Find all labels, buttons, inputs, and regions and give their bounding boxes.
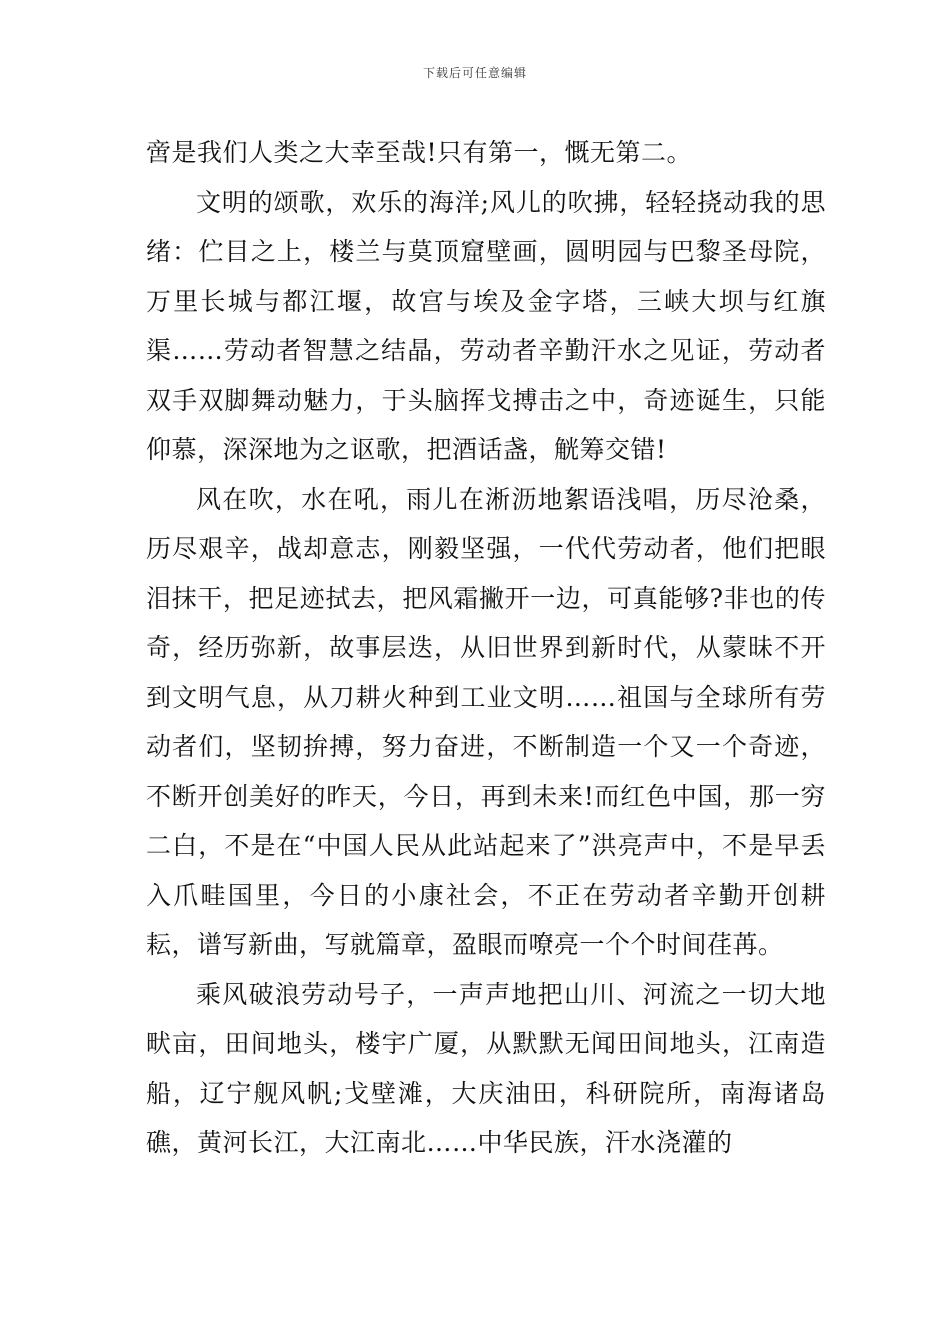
paragraph-3: 风在吹，水在吼，雨儿在淅沥地絮语浅唱，历尽沧桑，历尽艰辛，战却意志，刚毅坚强，一代代劳动者，他们把眼泪抹干，把足迹拭去，把风霜撇开一边，可真能够?非也的传奇，经历弥新，故事层迭，从旧世界到新时代，从蒙昧不开到文明气息，从刀耕火种到工业文明……祖国与全球所有劳动者们，坚韧拚搏，努力奋进，不断制造一个又一个奇迹，不断开创美好的昨天，今日，再到未来!而红色中国，那一穷二白，不是在“中国人民从此站起来了”洪亮声中，不是早丢入爪畦国里，今日的小康社会，不正在劳动者辛勤开创耕耘，谱写新曲，写就篇章，盈眼而嘹亮一个个时间荏苒。 xyxy=(146,484,826,959)
page-header: 下载后可任意编辑 xyxy=(422,66,527,80)
document-body xyxy=(146,128,826,1168)
paragraph-2: 文明的颂歌，欢乐的海洋;风儿的吹拂，轻轻挠动我的思绪：伫目之上，楼兰与莫顶窟壁画，圆明园与巴黎圣母院，万里长城与都江堰，故宫与埃及金字塔，三峡大坝与红旗渠……劳动者智慧之结晶，劳动者辛勤汗水之见证，劳动者双手双脚舞动魅力，于头脑挥戈搏击之中，奇迹诞生，只能仰慕，深深地为之讴歌，把酒话盏，觥筹交错! xyxy=(146,187,826,464)
paragraph-1: 啻是我们人类之大幸至哉!只有第一，慨无第二。 xyxy=(146,138,693,167)
paragraph-4: 乘风破浪劳动号子，一声声地把山川、河流之一切大地畎亩，田间地头，楼宇广厦，从默默无闻田间地头，江南造船，辽宁舰风帆;戈壁滩，大庆油田，科研院所，南海诸岛礁，黄河长江，大江南北……中华民族，汗水浇灌的 xyxy=(146,979,826,1157)
